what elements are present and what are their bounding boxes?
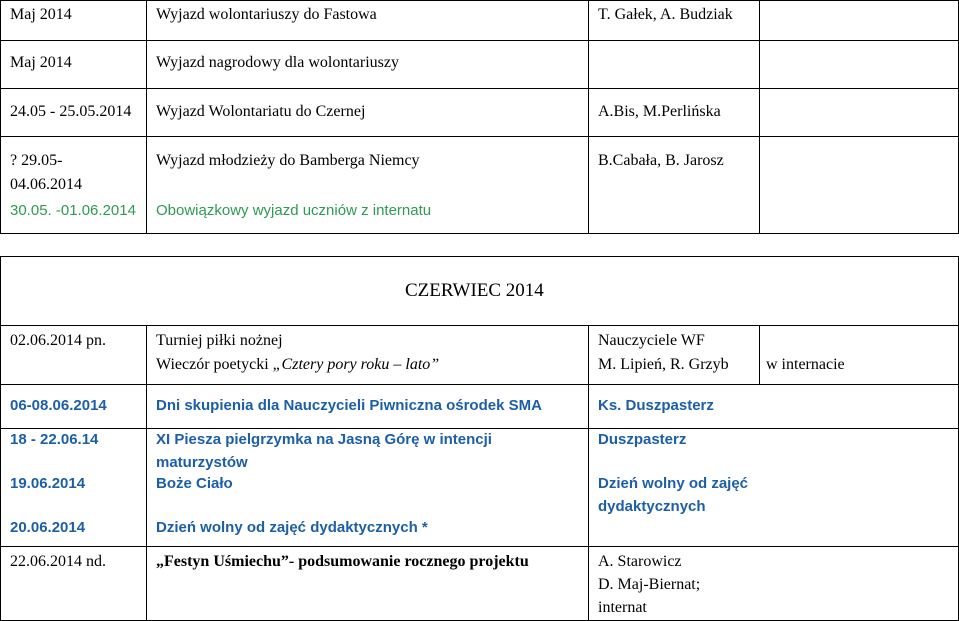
row-date: Maj 2014: [10, 6, 72, 23]
event-prefix: Wieczór poetycki: [156, 356, 273, 373]
row-person: M. Lipień, R. Grzyb: [598, 356, 729, 373]
row-person: A.Bis, M.Perlińska: [598, 103, 721, 120]
row-event: Wyjazd młodzieży do Bamberga Niemcy: [156, 152, 420, 169]
row-divider: [0, 546, 959, 547]
row-person: Ks. Duszpasterz: [598, 397, 714, 414]
row-person: B.Cabała, B. Jarosz: [598, 152, 724, 169]
event-title-italic: „Cztery pory roku – lato”: [272, 356, 440, 373]
row-date: 02.06.2014 pn.: [10, 332, 106, 349]
row-event: XI Piesza pielgrzymka na Jasną Górę w intencji: [156, 431, 492, 448]
row-divider: [0, 325, 959, 326]
row-date: 04.06.2014: [10, 176, 82, 193]
row-divider: [0, 40, 959, 41]
row-date: 30.05. -01.06.2014: [10, 202, 136, 219]
row-event: Obowiązkowy wyjazd uczniów z internatu: [156, 202, 432, 219]
row-person: Dzień wolny od zajęć: [598, 475, 749, 492]
row-date: 20.06.2014: [10, 519, 86, 536]
row-person: internat: [598, 599, 647, 616]
row-divider: [0, 136, 959, 137]
row-event: Wyjazd nagrodowy dla wolontariuszy: [156, 54, 399, 71]
row-date: ? 29.05-: [10, 152, 63, 169]
table-border: [0, 0, 959, 1]
row-date: 24.05 - 25.05.2014: [10, 103, 132, 120]
row-divider: [0, 233, 959, 234]
col-divider: [0, 0, 1, 233]
row-event: Wyjazd Wolontariatu do Czernej: [156, 103, 366, 120]
row-event: Boże Ciało: [156, 475, 233, 492]
row-event: Dni skupienia dla Nauczycieli Piwniczna ośrodek SMA: [156, 397, 542, 414]
col-divider: [0, 256, 1, 621]
row-date: 22.06.2014 nd.: [10, 553, 106, 570]
row-date: 18 - 22.06.14: [10, 431, 99, 448]
row-person: T. Gałek, A. Budziak: [598, 6, 733, 23]
col-divider: [146, 0, 147, 233]
col-divider: [588, 325, 589, 621]
row-divider: [0, 88, 959, 89]
col-divider: [146, 325, 147, 621]
col-divider: [588, 0, 589, 233]
col-divider: [759, 0, 760, 233]
row-event: Dzień wolny od zajęć dydaktycznych *: [156, 519, 428, 536]
row-person: Nauczyciele WF: [598, 332, 705, 349]
table-border: [0, 256, 959, 257]
month-header: CZERWIEC 2014: [405, 280, 544, 301]
row-person: A. Starowicz: [598, 553, 682, 570]
row-date: 19.06.2014: [10, 475, 86, 492]
row-person: dydaktycznych: [598, 498, 706, 515]
row-date: Maj 2014: [10, 54, 72, 71]
row-event: [156, 354, 439, 376]
row-event: „Festyn Uśmiechu”- podsumowanie rocznego projektu: [156, 553, 529, 570]
row-person: Duszpasterz: [598, 431, 687, 448]
row-person: D. Maj-Biernat;: [598, 576, 701, 593]
row-event: Wyjazd wolontariuszy do Fastowa: [156, 6, 377, 23]
row-event: Turniej piłki nożnej: [156, 332, 283, 349]
row-note: w internacie: [766, 356, 845, 373]
row-divider: [0, 384, 959, 385]
row-date: 06-08.06.2014: [10, 397, 107, 414]
col-divider: [759, 325, 760, 384]
row-event: maturzystów: [156, 454, 248, 471]
